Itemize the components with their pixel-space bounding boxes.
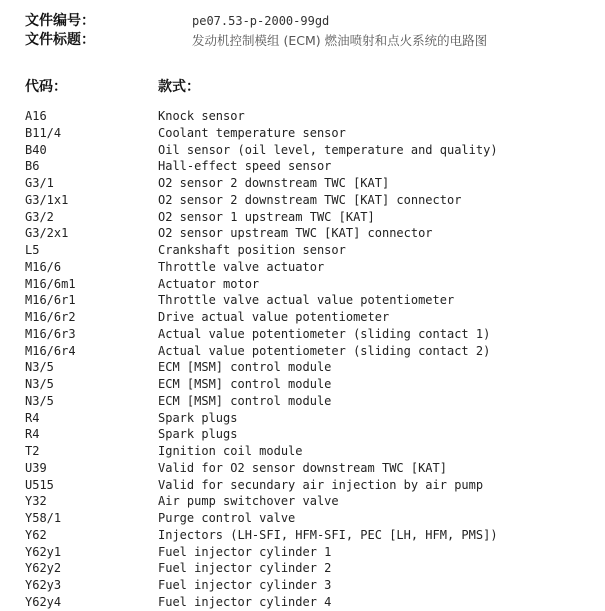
component-description: ECM [MSM] control module [158, 393, 332, 408]
component-description: Purge control valve [158, 511, 296, 525]
doc-title-label: 文件标题： [25, 32, 95, 48]
component-description: Hall-effect speed sensor [158, 159, 332, 174]
component-description: Injectors (LH-SFI, HFM-SFI, PEC [LH, HFM, PMS]) [158, 527, 498, 542]
component-list [25, 108, 600, 611]
component-code: G3/2 [25, 209, 54, 224]
doc-number-value: pe07.53-p-2000-99gd [192, 14, 330, 28]
component-description: Valid for O2 sensor downstream TWC [KAT] [158, 460, 447, 475]
component-code: M16/6m1 [25, 276, 76, 291]
list-item [25, 477, 600, 494]
component-description: Oil sensor (oil level, temperature and quality) [158, 142, 498, 157]
component-description: Drive actual value potentiometer [158, 310, 390, 324]
component-code: M16/6r3 [25, 326, 76, 341]
doc-number-label: 文件编号： [25, 13, 95, 29]
component-code: Y62 [25, 527, 47, 542]
list-item [25, 292, 600, 309]
list-item [25, 527, 600, 544]
list-item [25, 225, 600, 242]
component-description: Fuel injector cylinder 2 [158, 561, 332, 576]
list-item [25, 108, 600, 125]
component-description: Fuel injector cylinder 4 [158, 594, 332, 609]
component-code: Y62y3 [25, 578, 62, 592]
component-code: B6 [25, 159, 40, 174]
component-description: ECM [MSM] control module [158, 360, 332, 375]
description-column-header: 款式： [158, 79, 200, 95]
component-code: N3/5 [25, 393, 54, 408]
list-item [25, 544, 600, 561]
component-code: G3/1x1 [25, 192, 69, 207]
list-item [25, 175, 600, 192]
column-headers [25, 77, 200, 97]
component-description: Valid for secundary air injection by air pump [158, 477, 484, 492]
component-code: M16/6r2 [25, 310, 76, 324]
component-code: T2 [25, 444, 40, 458]
component-code: R4 [25, 427, 40, 442]
list-item [25, 493, 600, 510]
component-description: Fuel injector cylinder 3 [158, 578, 332, 592]
component-description: O2 sensor 1 upstream TWC [KAT] [158, 209, 375, 224]
list-item [25, 309, 600, 326]
component-code: A16 [25, 109, 47, 123]
component-code: M16/6r1 [25, 293, 76, 308]
component-description: Coolant temperature sensor [158, 125, 346, 140]
component-code: B11/4 [25, 125, 62, 140]
list-item [25, 125, 600, 142]
component-code: B40 [25, 142, 47, 157]
component-description: Spark plugs [158, 410, 238, 425]
component-code: G3/1 [25, 176, 54, 190]
list-item [25, 510, 600, 527]
list-item [25, 393, 600, 410]
component-code: L5 [25, 243, 40, 257]
list-item [25, 192, 600, 209]
list-item [25, 259, 600, 276]
component-description: Spark plugs [158, 427, 238, 442]
list-item [25, 343, 600, 360]
code-column-header: 代码： [25, 79, 67, 95]
list-item [25, 326, 600, 343]
component-description: Fuel injector cylinder 1 [158, 544, 332, 559]
component-code: Y62y1 [25, 544, 62, 559]
list-item [25, 158, 600, 175]
component-description: Actuator motor [158, 276, 260, 291]
list-item [25, 460, 600, 477]
list-item [25, 142, 600, 159]
component-description: O2 sensor 2 downstream TWC [KAT] [158, 176, 390, 190]
list-item [25, 276, 600, 293]
list-item [25, 359, 600, 376]
component-description: Knock sensor [158, 109, 245, 123]
component-code: U515 [25, 477, 54, 492]
list-item [25, 577, 600, 594]
component-description: ECM [MSM] control module [158, 377, 332, 391]
component-code: Y58/1 [25, 511, 62, 525]
doc-title-value: 发动机控制模组 (ECM) 燃油喷射和点火系统的电路图 [192, 33, 488, 48]
list-item [25, 560, 600, 577]
list-item [25, 410, 600, 427]
document-header [25, 12, 600, 50]
component-code: Y62y2 [25, 561, 62, 576]
component-description: Ignition coil module [158, 444, 303, 458]
component-code: N3/5 [25, 377, 54, 391]
component-description: Actual value potentiometer (sliding contact 2) [158, 343, 491, 358]
component-description: Air pump switchover valve [158, 494, 339, 509]
component-code: G3/2x1 [25, 226, 69, 241]
component-description: Throttle valve actuator [158, 259, 325, 274]
component-code: M16/6r4 [25, 343, 76, 358]
component-code: M16/6 [25, 259, 62, 274]
component-code: Y62y4 [25, 594, 62, 609]
component-code: Y32 [25, 494, 47, 509]
component-description: O2 sensor upstream TWC [KAT] connector [158, 226, 433, 241]
component-code: N3/5 [25, 360, 54, 375]
component-description: Throttle valve actual value potentiometer [158, 293, 455, 308]
list-item [25, 426, 600, 443]
component-description: Crankshaft position sensor [158, 243, 346, 257]
component-code: R4 [25, 410, 40, 425]
list-item [25, 443, 600, 460]
doc-title-row [25, 31, 600, 50]
component-code: U39 [25, 460, 47, 475]
list-item [25, 376, 600, 393]
component-description: Actual value potentiometer (sliding contact 1) [158, 326, 491, 341]
component-description: O2 sensor 2 downstream TWC [KAT] connector [158, 192, 462, 207]
list-item [25, 209, 600, 226]
list-item [25, 242, 600, 259]
doc-number-row [25, 12, 600, 31]
